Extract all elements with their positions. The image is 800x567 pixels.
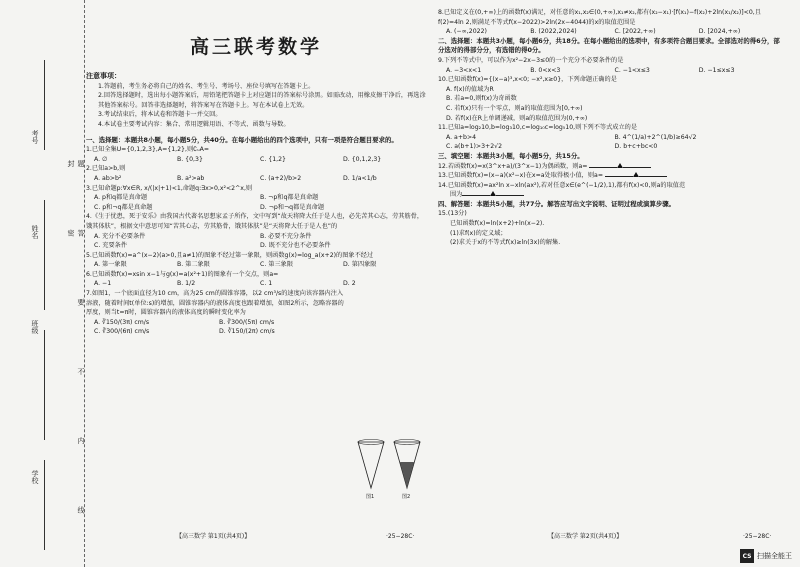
divider-line xyxy=(44,460,45,550)
right-column xyxy=(438,8,783,548)
q12-text: 12.若函数f(x)=x(3^x+a)/(3^x−1)为偶函数，则a= xyxy=(438,162,588,170)
q9-option-b: B. 0<x<3 xyxy=(530,66,561,74)
q6-option-c: C. 1 xyxy=(260,280,273,288)
q8-option-a: A. (−∞,2022) xyxy=(446,28,487,36)
q11-option-a: A. a+b>4 xyxy=(446,133,477,141)
q4-option-c: C. 充要条件 xyxy=(94,242,128,250)
q13-text: 13.已知函数f(x)=(x−a)(x²−x)在x=a处取得极小值，则a= xyxy=(438,172,604,180)
notice-4: 4.本试卷主要考试内容：集合、常用逻辑用语、不等式、函数与导数。 xyxy=(98,120,290,128)
q1-option-a: A. ∅ xyxy=(94,155,108,163)
q13 xyxy=(438,171,783,181)
notice-title: 注意事项： xyxy=(86,72,121,80)
q15-stem: 已知函数f(x)=ln(x+2)+ln(x−2). xyxy=(450,220,545,228)
q10-option-b: B. 若a=0,则f(x)为奇函数 xyxy=(446,95,517,103)
section-2-heading: 二、选择题：本题共3小题，每小题6分，共18分。在每小题给出的选项中，有多项符合题目要求。全部选对的得6分，部分选对的得部分分，有选错的得0分。 xyxy=(438,36,780,55)
xuexiao-label: 学校 xyxy=(31,470,39,484)
q7-option-c: C. ∛300/(6π) cm/s xyxy=(94,328,150,336)
q5-option-b: B. 第二象限 xyxy=(177,261,210,269)
q3-option-b: B. ¬p和q都是真命题 xyxy=(260,194,319,202)
q10-option-c: C. 若f(x)只有一个零点，则a的取值范围为[0,+∞) xyxy=(446,104,583,112)
xingming-label: 姓名 xyxy=(31,225,39,239)
divider-line xyxy=(44,60,45,150)
divider-line xyxy=(44,200,45,310)
q1-stem: 1.已知全集U={0,1,2,3},A={1,2},则∁ᵤA= xyxy=(86,146,209,154)
q4-options-row2 xyxy=(86,241,426,251)
left-footer: 【高三数学 第1页(共4页)】 xyxy=(176,533,251,541)
answer-blank xyxy=(639,176,667,177)
q3-option-a: A. p和q都是真命题 xyxy=(94,194,148,202)
q9-options xyxy=(438,66,783,76)
q5-option-c: C. 第三象限 xyxy=(260,261,294,269)
answer-blank xyxy=(462,195,490,196)
q6-options xyxy=(86,279,426,289)
banji-label: 班级 xyxy=(31,320,39,334)
q7-options-row2 xyxy=(86,327,344,337)
q2-option-c: C. (a+2)/b>2 xyxy=(260,174,302,182)
q12 xyxy=(438,162,783,172)
q8-option-d: D. [2024,+∞) xyxy=(698,28,741,36)
q11-option-c: C. a(b+1)>3+2√2 xyxy=(446,143,503,151)
q4-stem: 4.《生于忧患，死于安乐》由我国古代著名思想家孟子所作，文中写到“故天将降大任于是人也，必先苦其心志，劳其筋骨，饿其体肤”，根据文中意思可知“苦其心志，劳其筋骨，饿其体肤”是“天将降大任于是人也”的 xyxy=(86,213,424,230)
notice-3: 3.考试结束后，将本试卷和答题卡一并交回。 xyxy=(98,111,222,119)
cut-line-text: 题 答 要 不 内 线 封 密 xyxy=(67,160,85,544)
divider-line xyxy=(44,330,45,440)
q4-options-row1 xyxy=(86,232,426,242)
q5-option-a: A. 第一象限 xyxy=(94,261,127,269)
q4-option-b: B. 必要不充分条件 xyxy=(260,232,312,240)
q3-options-row2 xyxy=(86,203,426,213)
q14-line1: 14.已知函数f(x)=ax²ln x−xln(ax²),若对任意x∈(e^(−1/2),1),都有f(x)<0,则a的取值范 xyxy=(438,181,686,189)
liquid-fill xyxy=(400,462,414,488)
q7-stem: 7.如图1，一个底面直径为10 cm，高为25 cm的圆锥容器，以2 cm³/s的速度向该容器内注入溶液，随着时间t(单位:s)的增加，圆锥容器内的液体高度也跟着增加，如图2所示，忽略容器的厚度，则当t=π时，圆锥容器内的液体高度的瞬时变化率为 xyxy=(86,290,344,317)
q2-option-a: A. ab>b² xyxy=(94,174,122,182)
cone-figure-1 xyxy=(358,442,384,488)
q4-option-d: D. 既不充分也不必要条件 xyxy=(260,242,331,250)
q7-option-b: B. ∛300/(5π) cm/s xyxy=(219,318,275,326)
answer-blank xyxy=(589,167,617,168)
q2-stem: 2.已知a>b,则 xyxy=(86,165,126,173)
q15-part2: (2)求关于x的不等式f(x)≥ln(3x)的解集. xyxy=(450,239,561,247)
q2-options xyxy=(86,174,426,184)
section-4-heading: 四、解答题：本题共5小题，共77分。解答应写出文字说明、证明过程或演算步骤。 xyxy=(438,199,676,208)
q10-option-a: A. f(x)的值域为R xyxy=(446,85,494,93)
q15-title: 15.(13分) xyxy=(438,210,467,218)
q6-option-a: A. −1 xyxy=(94,280,112,288)
q9-stem: 9.下列不等式中，可以作为x²−2x−3≤0的一个充分不必要条件的是 xyxy=(438,56,624,64)
binding-margin xyxy=(0,0,85,567)
q6-stem: 6.已知函数f(x)=xsin x−1与g(x)=a(x²+1)的图象有一个交点，则a= xyxy=(86,270,279,278)
q2-option-d: D. 1/a<1/b xyxy=(343,174,377,182)
q9-option-a: A. −3<x<1 xyxy=(446,66,482,74)
right-footer-code: ·25−28C· xyxy=(743,533,772,541)
q1-options xyxy=(86,155,426,165)
left-footer-code: ·25−28C· xyxy=(386,533,415,541)
q11-option-b: B. 4^(1/a)+2^(1/b)≥64√2 xyxy=(614,133,697,141)
answer-blank xyxy=(605,176,633,177)
q3-options-row1 xyxy=(86,193,426,203)
q10-stem: 10.已知函数f(x)={(x−a)³,x<0; −x²,x≥0}，下列命题正确的是 xyxy=(438,76,617,84)
answer-blank xyxy=(496,195,524,196)
q11-option-d: D. b+c+bc<0 xyxy=(614,143,658,151)
q3-stem: 3.已知命题p:∀x∈R, x/(|x|+1)<1,命题q:∃x>0,x²<2^x,则 xyxy=(86,184,253,192)
page-title: 高三联考数学 xyxy=(189,36,322,58)
right-footer: 【高三数学 第2页(共4页)】 xyxy=(548,533,623,541)
fig1-label: 图1 xyxy=(366,494,375,500)
q3-option-c: C. p和¬q都是真命题 xyxy=(94,203,153,211)
section-1-heading: 一、选择题：本题共8小题，每小题5分，共40分。在每小题给出的四个选项中，只有一项是符合题目要求的。 xyxy=(86,135,398,144)
notice-1: 1.答题前，考生务必将自己的姓名、考生号、考场号、座位号填写在答题卡上。 xyxy=(98,82,315,90)
watermark-text: 扫描全能王 xyxy=(757,552,792,560)
q10-option-d: D. 若f(x)在R上单调递减，则a的取值范围为(0,+∞) xyxy=(446,114,588,122)
answer-blank xyxy=(623,167,651,168)
q6-option-d: D. 2 xyxy=(343,280,356,288)
q5-option-d: D. 第四象限 xyxy=(343,261,377,269)
cone-diagram xyxy=(354,438,424,500)
q1-option-b: B. {0,3} xyxy=(177,155,203,163)
q8-option-c: C. [2022,+∞) xyxy=(614,28,656,36)
notice-2: 2.回答选择题时，选出每小题答案后，用铅笔把答题卡上对应题目的答案标号涂黑。如需改动，用橡皮擦干净后，再选涂其他答案标号。回答非选择题时，将答案写在答题卡上。写在本试卷上无效。 xyxy=(98,92,426,109)
q7-option-a: A. ∛150/(3π) cm/s xyxy=(94,318,150,326)
q11-options-row1 xyxy=(438,133,783,143)
q6-option-b: B. 1/2 xyxy=(177,280,196,288)
q15-part1: (1)求f(x)的定义域； xyxy=(450,229,507,237)
section-3-heading: 三、填空题：本题共3小题，每小题5分，共15分。 xyxy=(438,151,584,160)
q2-option-b: B. a²>ab xyxy=(177,174,205,182)
q11-stem: 11.已知a=log₂10,b=log₃10,c=log₁₀c=log₅10,则下列不等式成立的是 xyxy=(438,124,638,132)
q8-option-b: B. (2022,2024) xyxy=(530,28,577,36)
q5-stem: 5.已知函数f(x)=a^(x−2)(a>0,且a≠1)的图象不经过第一象限，则函数g(x)=log_a(x+2)的图象不经过 xyxy=(86,251,374,259)
scanner-watermark xyxy=(740,549,792,563)
q7-options-row1 xyxy=(86,318,344,328)
q7-option-d: D. ∛150/(2π) cm/s xyxy=(219,328,275,336)
fig2-label: 图2 xyxy=(402,494,411,500)
q1-option-d: D. {0,1,2,3} xyxy=(343,155,382,163)
q1-option-c: C. {1,2} xyxy=(260,155,286,163)
left-column xyxy=(86,8,426,548)
q3-option-d: D. ¬p和¬q都是真命题 xyxy=(260,203,325,211)
q8-stem: 8.已知定义在(0,+∞)上的函数f(x)满足，对任意的x₁,x₂∈(0,+∞),x₁≠x₂,都有(x₂−x₁)·[f(x₁)−f(x₂)+2ln(x₁/x₂)]<0,且f(2)=4ln 2,则满足不等式f(x−2022)>2ln(2x−4044)的x的取值范围是 xyxy=(438,9,761,26)
q9-option-d: D. −1≤x≤3 xyxy=(698,66,735,74)
q5-options xyxy=(86,260,426,270)
q4-option-a: A. 充分不必要条件 xyxy=(94,232,146,240)
camscanner-icon: CS xyxy=(740,549,754,563)
q14-text: 围为 xyxy=(450,191,463,199)
q9-option-c: C. −1<x≤3 xyxy=(614,66,650,74)
q14-line2 xyxy=(438,190,783,200)
q11-options-row2 xyxy=(438,142,783,152)
q8-options xyxy=(438,27,783,37)
kaohao-label: 考号 xyxy=(31,130,39,144)
